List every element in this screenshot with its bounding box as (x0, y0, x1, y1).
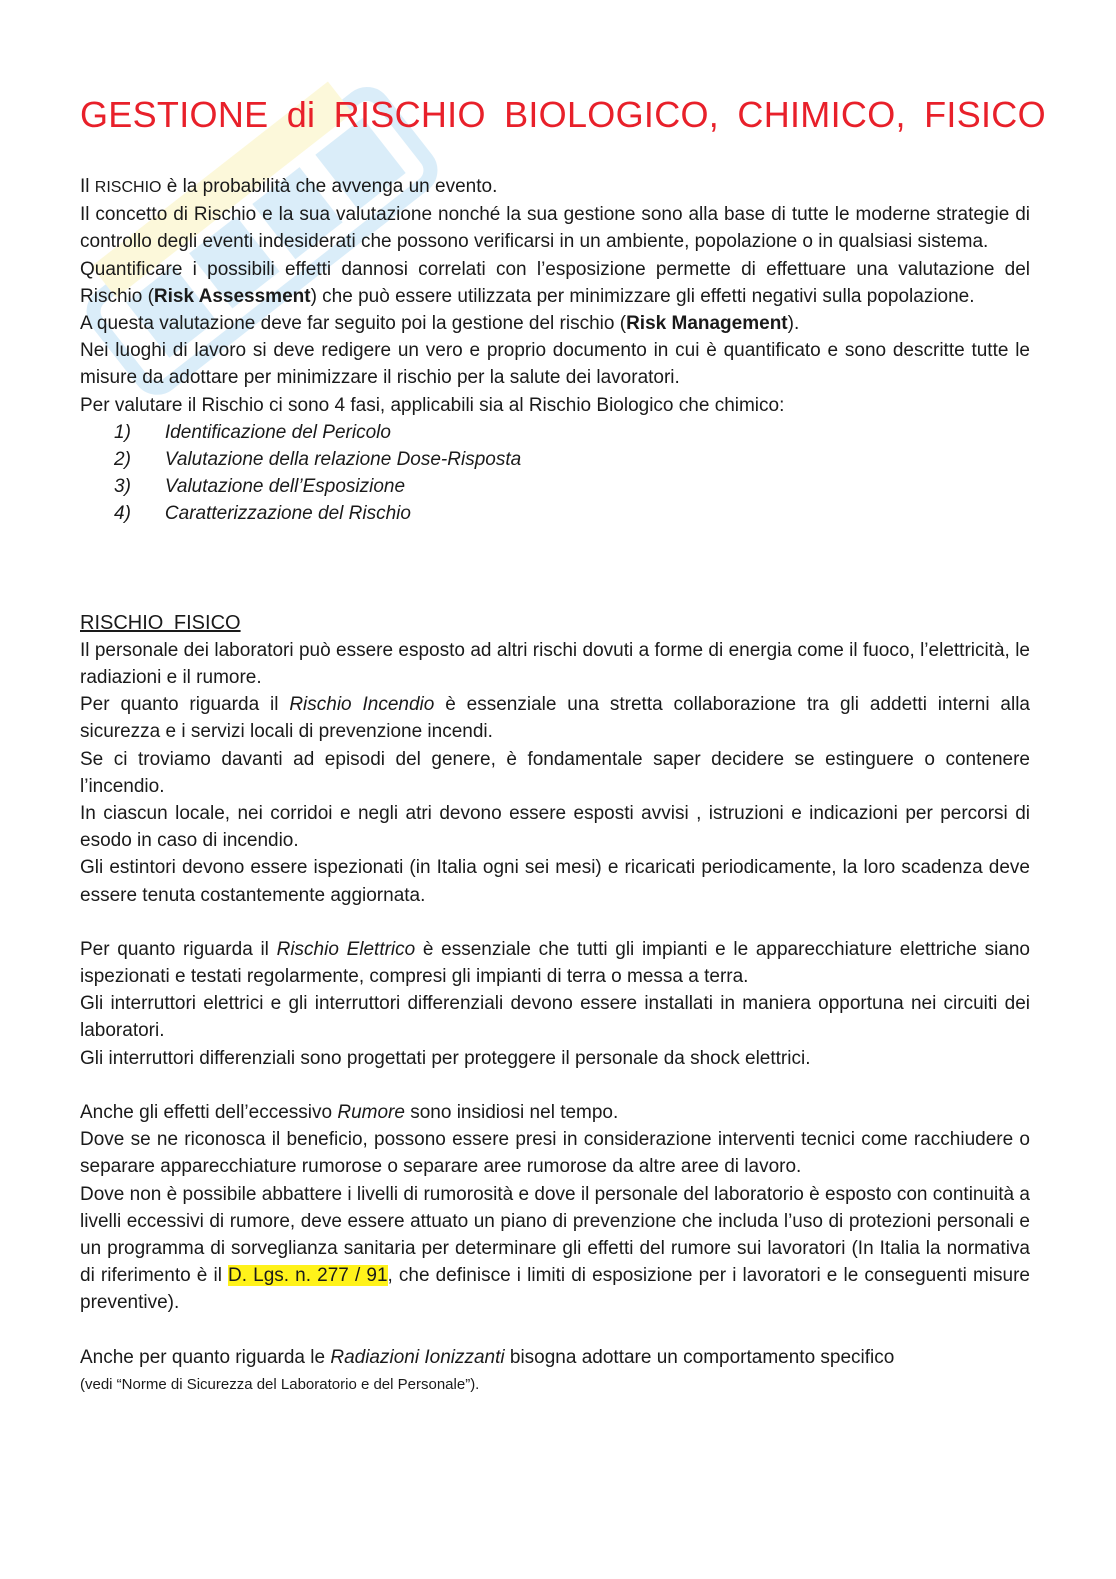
intro-paragraph-4: A questa valutazione deve far seguito poi la gestione del rischio (Risk Management). (80, 313, 800, 335)
intro-paragraph-6: Per valutare il Rischio ci sono 4 fasi, applicabili sia al Rischio Biologico che chimico: (80, 394, 785, 416)
list-item: 2) Valutazione della relazione Dose-Risposta (114, 449, 522, 471)
list-item: 3) Valutazione dell’Esposizione (114, 476, 406, 498)
fisico-paragraph-7: Gli interruttori elettrici e gli interruttori differenziali devono essere installati in maniera opportuna nei circuiti dei laboratori. (80, 993, 1030, 1042)
section-heading-rischio-fisico: RISCHIO FISICO (80, 611, 241, 634)
list-item: 4) Caratterizzazione del Rischio (114, 503, 411, 525)
fisico-paragraph-11: Dove non è possibile abbattere i livelli di rumorosità e dove il personale del laboratorio è esposto con continuità a livelli eccessivi di rumore, deve essere attuato un piano di prevenzione che includa l’uso di protezioni personali e un programma di sorveglianza sanitaria per determinare gli effetti del rumore sui lavoratori (In Italia la normativa di riferimento è il D. Lgs. n. 277 / 91, che definisce i limiti di esposizione per i lavoratori e le conseguenti misure preventive). (80, 1183, 1030, 1314)
intro-paragraph-3: Quantificare i possibili effetti dannosi correlati con l’esposizione permette di effettuare una valutazione del Rischio (Risk Assessment) che può essere utilizzata per minimizzare gli effetti negativi sulla popolazione. (80, 258, 1030, 307)
fisico-paragraph-1: Il personale dei laboratori può essere esposto ad altri rischi dovuti a forme di energia come il fuoco, l’elettricità, le radiazioni e il rumore. (80, 639, 1030, 689)
fisico-paragraph-5: Gli estintori devono essere ispezionati (in Italia ogni sei mesi) e ricaricati periodicamente, la loro scadenza deve essere tenuta costantemente aggiornata. (80, 857, 1030, 906)
fisico-paragraph-8: Gli interruttori differenziali sono progettati per proteggere il personale da shock elettrici. (80, 1047, 811, 1069)
fisico-paragraph-6: Per quanto riguarda il Rischio Elettrico è essenziale che tutti gli impianti e le apparecchiature elettriche siano ispezionati e testati regolarmente, compresi gli impianti di terra o messa a terra. (80, 938, 1030, 988)
fisico-paragraph-9: Anche gli effetti dell’eccessivo Rumore sono insidiosi nel tempo. (80, 1101, 619, 1123)
list-item: 1) Identificazione del Pericolo (114, 421, 391, 443)
intro-paragraph-5: Nei luoghi di lavoro si deve redigere un vero e proprio documento in cui è quantificato e sono descritte tutte le misure da adottare per minimizzare il rischio per la salute dei lavoratori. (80, 340, 1030, 389)
phases-list (80, 419, 1030, 528)
fisico-paragraph-10: Dove se ne riconosca il beneficio, possono essere presi in considerazione interventi tecnici come racchiudere o separare apparecchiature rumorose o separare aree rumorose da altre aree di lavoro. (80, 1129, 1030, 1178)
fisico-paragraph-2: Per quanto riguarda il Rischio Incendio è essenziale una stretta collaborazione tra gli addetti interni alla sicurezza e i servizi locali di prevenzione incendi. (80, 694, 1030, 743)
intro-paragraph-2: Il concetto di Rischio e la sua valutazione nonché la sua gestione sono alla base di tutte le moderne strategie di controllo degli eventi indesiderati che possono verificarsi in un ambiente, popolazione o in qualsiasi sistema. (80, 204, 1030, 253)
intro-paragraph-1: Il RISCHIO è la probabilità che avvenga un evento. (80, 176, 498, 197)
document-title: GESTIONE di RISCHIO BIOLOGICO, CHIMICO, FISICO (80, 94, 1046, 135)
fisico-paragraph-13: (vedi “Norme di Sicurezza del Laboratorio e del Personale”). (80, 1375, 480, 1393)
fisico-paragraph-4: In ciascun locale, nei corridoi e negli atri devono essere esposti avvisi , istruzioni e indicazioni per percorsi di esodo in caso di incendio. (80, 803, 1030, 852)
fisico-paragraph-12: Anche per quanto riguarda le Radiazioni Ionizzanti bisogna adottare un comportamento specifico (80, 1346, 895, 1368)
document-body (80, 173, 1030, 1398)
fisico-paragraph-3: Se ci troviamo davanti ad episodi del genere, è fondamentale saper decidere se estinguere o contenere l’incendio. (80, 748, 1030, 797)
highlighted-law-reference: D. Lgs. n. 277 / 91 (228, 1265, 388, 1287)
